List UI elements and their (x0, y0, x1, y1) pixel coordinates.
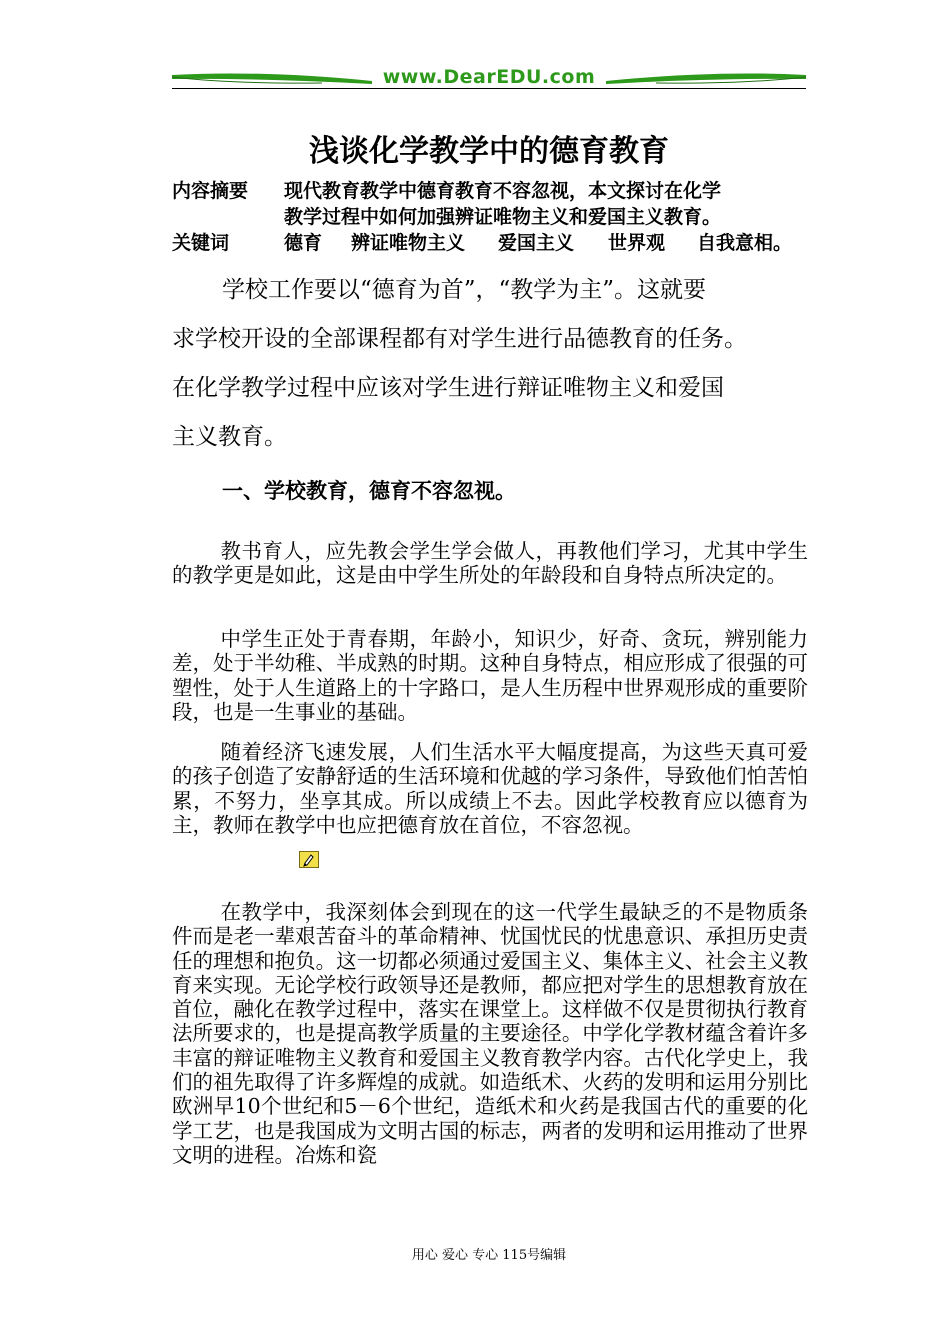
keyword: 世界观 (608, 232, 666, 254)
header-rule (172, 88, 806, 89)
abstract (172, 178, 812, 230)
intro-line: 主义教育。 (172, 424, 287, 450)
keyword: 自我意相。 (697, 232, 793, 254)
right-leaf-decoration (606, 72, 806, 86)
keywords (172, 230, 812, 256)
abstract-label: 内容摘要 (172, 180, 249, 202)
body-paragraph: 中学生正处于青春期，年龄小，知识少，好奇、贪玩，辨别能力差，处于半幼稚、半成熟的时期。这种自身特点，相应形成了很强的可塑性，处于人生道路上的十字路口，是人生历程中世界观形成的重要阶段，也是一生事业的基础。 (172, 627, 808, 724)
site-header (172, 62, 806, 92)
keyword: 德育 (284, 232, 323, 254)
section-heading: 一、学校教育，德育不容忽视。 (222, 479, 516, 503)
note-icon[interactable] (299, 851, 319, 868)
note-icon-glyph (300, 852, 318, 867)
abstract-text (284, 178, 804, 230)
keywords-label: 关键词 (172, 232, 230, 254)
body-paragraph: 教书育人，应先教会学生学会做人，再教他们学习，尤其中学生的教学更是如此，这是由中学生所处的年龄段和自身特点所决定的。 (172, 539, 808, 588)
body-paragraph: 在教学中，我深刻体会到现在的这一代学生最缺乏的不是物质条件而是老一辈艰苦奋斗的革命精神、忧国忧民的忧患意识、承担历史责任的理想和抱负。这一切都必须通过爱国主义、集体主义、社会主义教育来实现。无论学校行政领导还是教师，都应把对学生的思想教育放在首位，融化在教学过程中，落实在课堂上。这样做不仅是贯彻执行教育法所要求的，也是提高教学质量的主要途径。中学化学教材蕴含着许多丰富的辩证唯物主义教育和爱国主义教育教学内容。古代化学史上，我们的祖先取得了许多辉煌的成就。如造纸术、火药的发明和运用分别比欧洲早10个世纪和5－6个世纪，造纸术和火药是我国古代的重要的化学工艺，也是我国成为文明古国的标志，两者的发明和运用推动了世界文明的进程。冶炼和瓷 (172, 900, 808, 1167)
intro-line: 求学校开设的全部课程都有对学生进行品德教育的任务。 (172, 326, 747, 352)
page-title: 浅谈化学教学中的德育教育 (309, 134, 669, 169)
abstract-line: 现代教育教学中德育教育不容忽视，本文探讨在化学 (284, 180, 722, 202)
body-paragraph: 随着经济飞速发展，人们生活水平大幅度提高，为这些天真可爱的孩子创造了安静舒适的生活环境和优越的学习条件，导致他们怕苦怕累，不努力，坐享其成。所以成绩上不去。因此学校教育应以德育为主，教师在教学中也应把德育放在首位，不容忽视。 (172, 740, 808, 837)
intro-line: 在化学教学过程中应该对学生进行辩证唯物主义和爱国 (172, 375, 724, 401)
intro-line: 学校工作要以“德育为首”，“教学为主”。这就要 (222, 277, 707, 303)
keyword: 辨证唯物主义 (351, 232, 466, 254)
site-name: www.DearEDU.com (382, 66, 596, 88)
keyword: 爱国主义 (498, 232, 575, 254)
abstract-line: 教学过程中如何加强辨证唯物主义和爱国主义教育。 (284, 206, 722, 228)
page-footer: 用心 爱心 专心 115号编辑 (411, 1248, 567, 1263)
